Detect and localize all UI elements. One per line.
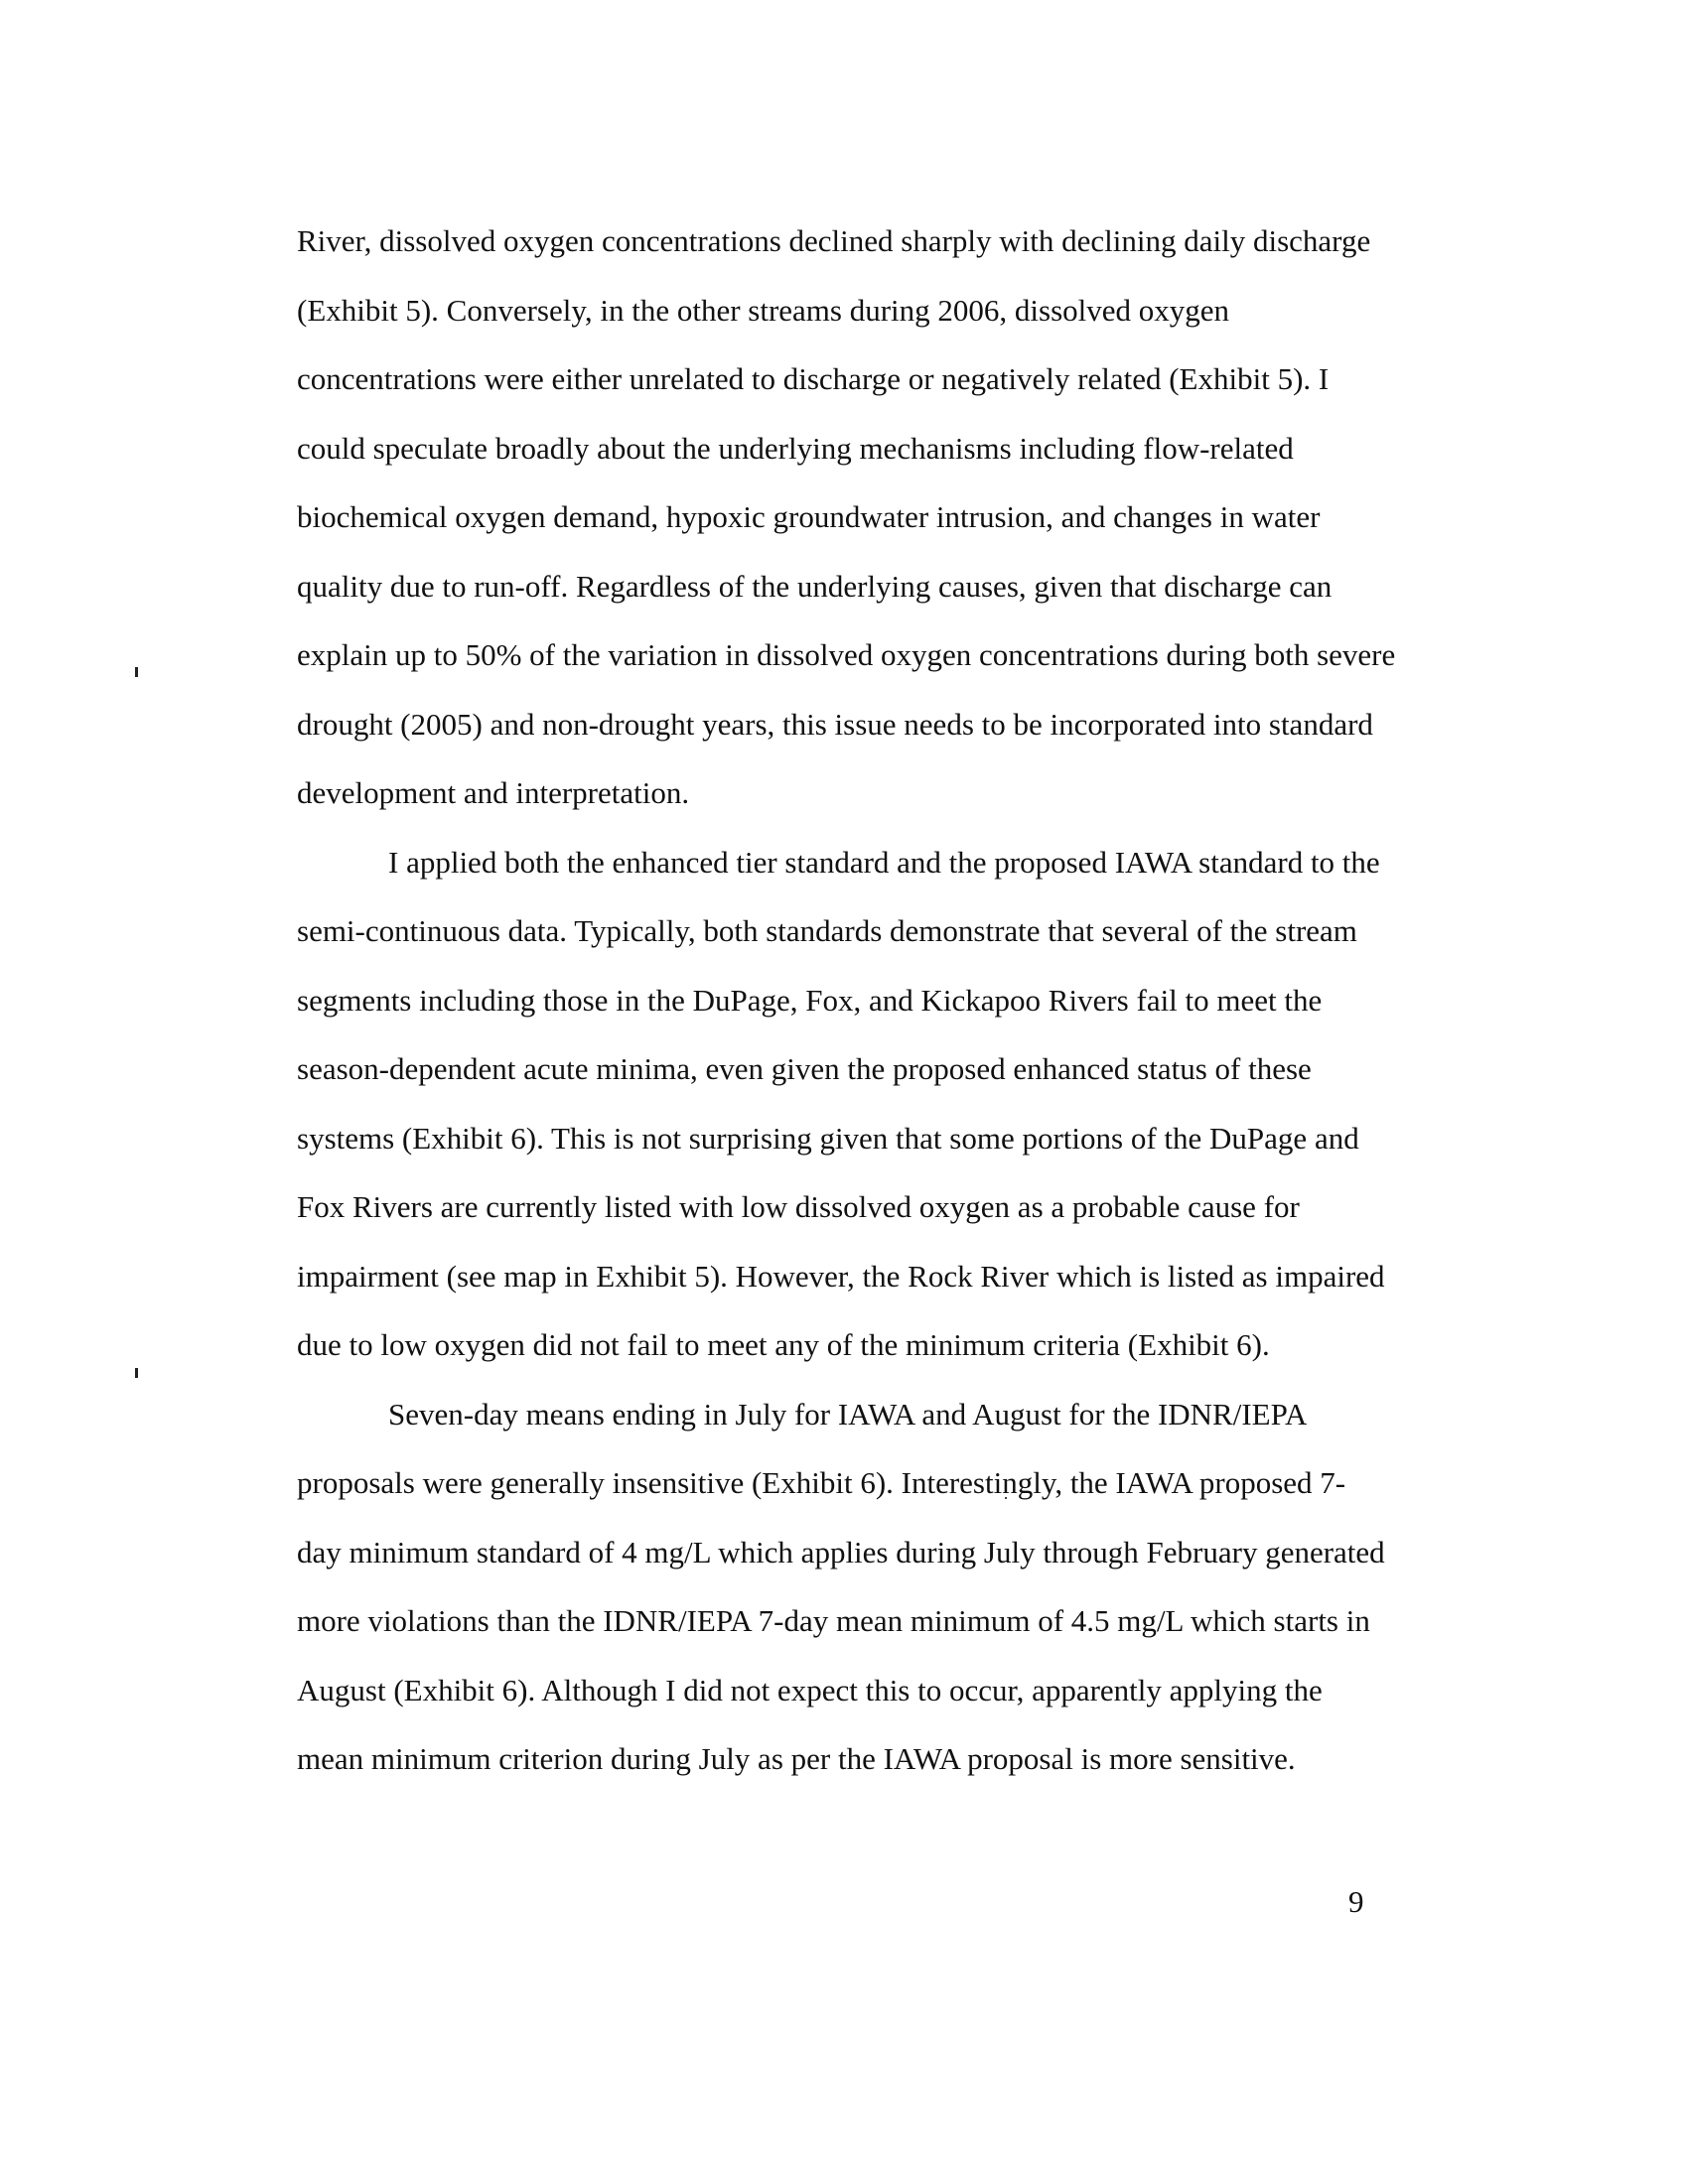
text-line: segments including those in the DuPage, Fox, and Kickapoo Rivers fail to meet the bbox=[297, 982, 1323, 1018]
text-line: more violations than the IDNR/IEPA 7-day mean minimum of 4.5 mg/L which starts in bbox=[297, 1603, 1370, 1638]
margin-mark bbox=[135, 667, 138, 677]
page-number: 9 bbox=[1348, 1884, 1364, 1919]
text-line: (Exhibit 5). Conversely, in the other streams during 2006, dissolved oxygen bbox=[297, 292, 1230, 328]
text-line: could speculate broadly about the underlying mechanisms including flow-related bbox=[297, 430, 1294, 466]
text-line: systems (Exhibit 6). This is not surprising given that some portions of the DuPage and bbox=[297, 1120, 1359, 1156]
text-line: season-dependent acute minima, even given the proposed enhanced status of these bbox=[297, 1051, 1312, 1086]
text-line: River, dissolved oxygen concentrations declined sharply with declining daily discharge bbox=[297, 223, 1371, 258]
text-line: day minimum standard of 4 mg/L which applies during July through February generated bbox=[297, 1534, 1385, 1570]
text-line: impairment (see map in Exhibit 5). However, the Rock River which is listed as impaired bbox=[297, 1258, 1385, 1294]
text-line: Fox Rivers are currently listed with low dissolved oxygen as a probable cause for bbox=[297, 1189, 1300, 1224]
text-line: biochemical oxygen demand, hypoxic groundwater intrusion, and changes in water bbox=[297, 499, 1321, 534]
text-line: development and interpretation. bbox=[297, 775, 690, 810]
text-line: due to low oxygen did not fail to meet any of the minimum criteria (Exhibit 6). bbox=[297, 1327, 1270, 1362]
paragraph-first-line: Seven-day means ending in July for IAWA and August for the IDNR/IEPA bbox=[388, 1396, 1308, 1432]
text-line: proposals were generally insensitive (Exhibit 6). Interestingly, the IAWA proposed 7- bbox=[297, 1465, 1346, 1500]
margin-mark bbox=[135, 1368, 138, 1378]
text-line: mean minimum criterion during July as per the IAWA proposal is more sensitive. bbox=[297, 1741, 1296, 1776]
text-line: semi-continuous data. Typically, both standards demonstrate that several of the stream bbox=[297, 913, 1357, 948]
text-line: quality due to run-off. Regardless of the underlying causes, given that discharge can bbox=[297, 568, 1333, 604]
text-line: August (Exhibit 6). Although I did not expect this to occur, apparently applying the bbox=[297, 1672, 1323, 1707]
paragraph-first-line: I applied both the enhanced tier standard and the proposed IAWA standard to the bbox=[388, 844, 1380, 880]
text-line: drought (2005) and non-drought years, this issue needs to be incorporated into standard bbox=[297, 706, 1373, 742]
body-text bbox=[297, 206, 1419, 1794]
text-line: concentrations were either unrelated to discharge or negatively related (Exhibit 5). I bbox=[297, 361, 1330, 396]
text-line: explain up to 50% of the variation in dissolved oxygen concentrations during both severe bbox=[297, 637, 1396, 672]
